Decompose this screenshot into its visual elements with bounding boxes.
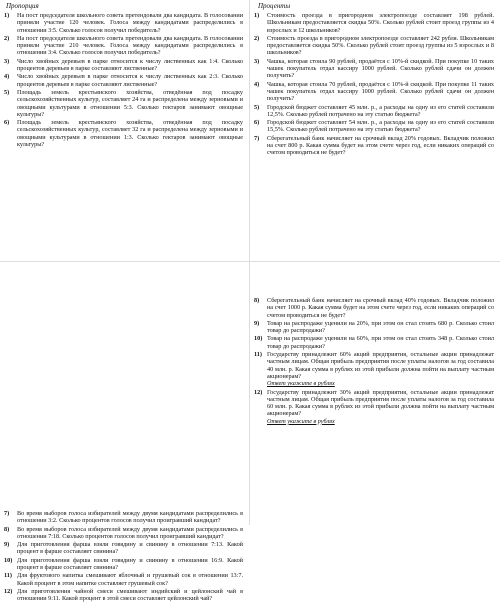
problem-statement: Площадь земель крестьянского хозяйства, отведённая под посадку сельскохозяйственных культур, составляет 32 га и распределена между зерновыми и овощными культурами в отношении 1:3. Сколько гектаров занимают овощные культуры? bbox=[17, 119, 243, 149]
problem-text bbox=[17, 119, 243, 148]
problem-item bbox=[4, 510, 243, 525]
problem-item bbox=[254, 104, 494, 119]
problem-statement: Для приготовления фарша взяли говядину и свинину в отношении 7:13. Какой процент в фарше составляет свинина? bbox=[17, 541, 243, 556]
problem-text bbox=[267, 320, 494, 335]
problem-statement: На пост председателя школьного совета претендовали два кандидата. В голосовании приняли участие 210 человек. Голоса между кандидатами распределились в отношении 3:4. Сколько голосов получил победитель? bbox=[17, 34, 243, 57]
problem-statement: Чашка, которая стоила 70 рублей, продаётся с 10%-й скидкой. При покупке 11 таких чашек покупатель отдал кассиру 1000 рублей. Сколько рублей сдачи он должен получить? bbox=[267, 80, 494, 103]
problem-item bbox=[254, 389, 494, 425]
problem-text bbox=[267, 351, 494, 387]
problem-item bbox=[254, 35, 494, 57]
problem-item bbox=[254, 135, 494, 157]
problem-number: 9) bbox=[254, 319, 260, 327]
problem-statement: Сберегательный банк начисляет на срочный вклад 40% годовых. Вкладчик положил на счет 1000 р. Какая сумма будет на этом счете через год, если никаких операций со счетом проводиться не будет? bbox=[267, 297, 494, 319]
problem-number: 4) bbox=[254, 80, 260, 88]
problem-item bbox=[254, 12, 494, 34]
problem-item bbox=[4, 35, 243, 57]
problem-text bbox=[17, 541, 243, 556]
problem-statement: Стоимость проезда в пригородном электропоезде составляет 242 рубля. Школьникам предоставляется скидка 50%. Сколько рублей стоит проезд группы из 5 взрослых и 8 школьников? bbox=[267, 34, 494, 57]
problem-item bbox=[4, 73, 243, 88]
problem-text bbox=[17, 89, 243, 118]
problem-item bbox=[4, 588, 243, 603]
problem-number: 2) bbox=[254, 34, 260, 42]
problem-number: 11) bbox=[4, 572, 12, 580]
problem-item bbox=[4, 12, 243, 34]
problem-number: 5) bbox=[4, 88, 10, 96]
problem-text bbox=[267, 119, 494, 134]
problem-statement: Во время выборов голоса избирателей между двумя кандидатами распределились в отношении 7:18. Сколько процентов голосов получил проигравший кандидат? bbox=[17, 525, 243, 540]
problem-item bbox=[254, 335, 494, 350]
problem-number: 1) bbox=[254, 12, 260, 19]
problem-statement: Чашка, которая стоила 90 рублей, продаётся с 10%-й скидкой. При покупке 10 таких чашек покупатель отдал кассиру 1000 рублей. Сколько рублей сдачи он должен получить? bbox=[267, 57, 494, 80]
answer-note: Ответ укажите в рублях bbox=[267, 417, 335, 425]
problem-statement: Государству принадлежит 60% акций предприятия, остальные акции принадлежат частным лицам. Общая прибыль предприятия после уплаты налогов за год составила 40 млн. р. Какая сумма в рублях из этой прибыли должна пойти на выплату частным акционерам? bbox=[267, 351, 494, 380]
problem-statement: Площадь земель крестьянского хозяйства, отведённая под посадку сельскохозяйственных культур, составляет 24 га и распределена между зерновыми и овощными культурами в отношении 5:3. Сколько гектаров занимают овощные культуры? bbox=[17, 88, 243, 118]
problem-text bbox=[17, 588, 243, 603]
problem-number: 12) bbox=[254, 388, 263, 396]
problem-statement: Стоимость проезда в пригородном электропоезде составляет 198 рублей. Школьникам предоставляется скидка 50%. Сколько рублей стоит проезд группы из 4 взрослых и 12 школьников? bbox=[267, 12, 494, 34]
problem-text bbox=[267, 389, 494, 425]
problem-number: 6) bbox=[4, 119, 10, 127]
answer-note: Ответ укажите в рублях bbox=[267, 380, 335, 388]
problem-text bbox=[267, 58, 494, 80]
worksheet-page-percent-continued bbox=[250, 262, 500, 525]
problem-number: 10) bbox=[4, 556, 13, 564]
problem-number: 3) bbox=[4, 57, 10, 65]
problem-item bbox=[4, 557, 243, 572]
worksheet-page-proportion-continued bbox=[0, 262, 250, 603]
problem-item bbox=[254, 320, 494, 335]
problem-statement: Городской бюджет составляет 54 млн. р., а расходы на одну из его статей составили 15,5%. Сколько рублей потрачено на эту статью бюджета? bbox=[267, 119, 494, 134]
problem-list bbox=[4, 12, 243, 149]
problem-item bbox=[254, 351, 494, 387]
problem-list bbox=[4, 510, 243, 604]
problem-statement: Товар на распродаже уценили на 20%, при этом он стал стоить 680 р. Сколько стоил товар до распродажи? bbox=[267, 319, 494, 335]
problem-number: 10) bbox=[254, 335, 263, 343]
problem-statement: Во время выборов голоса избирателей между двумя кандидатами распределились в отношении 3:2. Сколько процентов голосов получил проигравший кандидат? bbox=[17, 510, 243, 525]
problem-statement: Товар на распродаже уценили на 60%, при этом он стал стоить 348 р. Сколько стоил товар до распродажи? bbox=[267, 335, 494, 350]
problem-statement: Число хвойных деревьев в парке относится к числу лиственных как 2:3. Сколько процентов деревьев в парке составляют лиственные? bbox=[17, 73, 243, 88]
problem-text bbox=[267, 104, 494, 119]
problem-text bbox=[17, 12, 243, 34]
problem-text bbox=[267, 81, 494, 103]
problem-text bbox=[17, 572, 243, 587]
problem-statement: Государству принадлежит 30% акций предприятия, остальные акции принадлежат частным лицам. Общая прибыль предприятия после уплаты налогов за год составила 60 млн. р. Какая сумма в рублях из этой прибыли должна пойти на выплату частным акционерам? bbox=[267, 388, 494, 418]
worksheet-page-proportion bbox=[0, 0, 250, 262]
problem-text bbox=[17, 557, 243, 572]
problem-item bbox=[254, 58, 494, 80]
problem-text bbox=[17, 526, 243, 541]
problem-number: 8) bbox=[254, 297, 260, 304]
problem-text bbox=[17, 510, 243, 525]
problem-text bbox=[17, 58, 243, 73]
problem-number: 7) bbox=[254, 134, 260, 142]
problem-item bbox=[4, 541, 243, 556]
section-title: Пропорция bbox=[6, 2, 39, 10]
problem-item bbox=[4, 89, 243, 118]
problem-number: 11) bbox=[254, 351, 262, 359]
problem-text bbox=[267, 35, 494, 57]
problem-statement: Для приготовления чайной смеси смешивают индийский и цейлонский чай в отношении 9:11. Какой процент в этой смеси составляет цейлонский чай? bbox=[17, 587, 243, 603]
problem-number: 2) bbox=[4, 34, 10, 42]
problem-text bbox=[17, 73, 243, 88]
problem-number: 5) bbox=[254, 103, 260, 111]
problem-item bbox=[4, 526, 243, 541]
problem-text bbox=[17, 35, 243, 57]
problem-statement: На пост председателя школьного совета претендовали два кандидата. В голосовании приняли участие 120 человек. Голоса между кандидатами распределились в отношении 3:5. Сколько голосов получил победитель? bbox=[17, 12, 243, 34]
section-title: Проценты bbox=[258, 2, 291, 10]
problem-number: 1) bbox=[4, 12, 10, 19]
problem-statement: Число хвойных деревьев в парке относится к числу лиственных как 1:4. Сколько процентов деревьев в парке составляют лиственные? bbox=[17, 57, 243, 73]
problem-statement: Для приготовления фарша взяли говядину и свинину в отношении 16:9. Какой процент в фарше составляет свинина? bbox=[17, 556, 243, 572]
problem-number: 12) bbox=[4, 587, 13, 595]
problem-item bbox=[254, 81, 494, 103]
problem-item bbox=[254, 119, 494, 134]
problem-item bbox=[4, 119, 243, 148]
problem-number: 6) bbox=[254, 119, 260, 127]
problem-number: 9) bbox=[4, 541, 10, 549]
problem-item bbox=[4, 572, 243, 587]
problem-statement: Для фруктового напитка смешивают яблочный и грушевый сок в отношении 13:7. Какой процент в этом напитке составляет грушевый сок? bbox=[17, 572, 243, 587]
problem-text bbox=[267, 135, 494, 157]
problem-item bbox=[4, 58, 243, 73]
problem-list bbox=[254, 12, 494, 158]
problem-number: 8) bbox=[4, 525, 10, 533]
problem-number: 3) bbox=[254, 57, 260, 65]
problem-text bbox=[267, 335, 494, 350]
problem-number: 4) bbox=[4, 73, 10, 81]
worksheet-page-percent bbox=[250, 0, 500, 262]
problem-text bbox=[267, 12, 494, 34]
problem-list bbox=[254, 297, 494, 426]
problem-statement: Городской бюджет составляет 45 млн. р., а расходы на одну из его статей составили 12,5%. Сколько рублей потрачено на эту статью бюджета? bbox=[267, 103, 494, 118]
problem-item bbox=[254, 297, 494, 319]
problem-number: 7) bbox=[4, 510, 10, 517]
problem-statement: Сберегательный банк начисляет на срочный вклад 20% годовых. Вкладчик положил на счет 800 р. Какая сумма будет на этом счете через год, если никаких операций со счетом проводиться не будет? bbox=[267, 134, 494, 157]
problem-text bbox=[267, 297, 494, 319]
